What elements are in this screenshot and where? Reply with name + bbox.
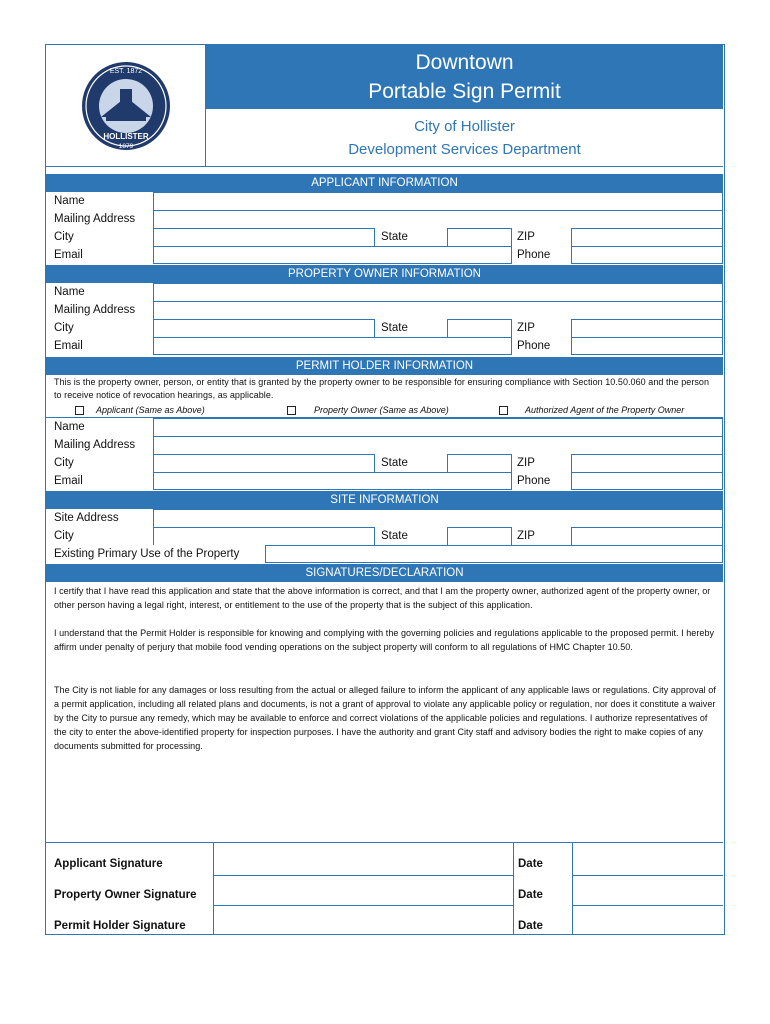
holder-name-field[interactable] [153, 418, 723, 436]
applicant-phone-label: Phone [517, 249, 551, 261]
site-state-field[interactable] [447, 527, 512, 545]
applicant-signature-field[interactable] [213, 843, 514, 876]
checkbox-property-owner[interactable] [287, 406, 296, 415]
section-holder-header: PERMIT HOLDER INFORMATION [46, 357, 723, 375]
owner-zip-field[interactable] [571, 319, 723, 337]
applicant-state-label: State [381, 231, 408, 243]
form-title-line1: Downtown [415, 51, 514, 74]
site-state-label: State [381, 530, 408, 542]
owner-mailing-label: Mailing Address [54, 304, 136, 316]
owner-date-field[interactable] [572, 876, 723, 906]
holder-city-label: City [54, 457, 74, 469]
holder-signature-field[interactable] [213, 906, 514, 934]
owner-name-field[interactable] [153, 283, 723, 301]
owner-signature-field[interactable] [213, 876, 514, 906]
owner-mailing-field[interactable] [153, 301, 723, 319]
declaration-paragraph-2: I understand that the Permit Holder is responsible for knowing and complying with the governing policies and regulations applicable to the proposed permit. I hereby affirm under penalty of perjury that mobile food vending operations on the subject property will conform to all regulations of HMC Chapter 10.50. [54, 628, 715, 652]
applicant-state-field[interactable] [447, 228, 512, 246]
holder-zip-label: ZIP [517, 457, 535, 469]
applicant-zip-field[interactable] [571, 228, 723, 246]
site-address-label: Site Address [54, 512, 119, 524]
owner-city-field[interactable] [153, 319, 375, 337]
applicant-mailing-field[interactable] [153, 210, 723, 228]
owner-state-field[interactable] [447, 319, 512, 337]
owner-phone-label: Phone [517, 340, 551, 352]
header-divider [46, 166, 723, 167]
checkbox-applicant[interactable] [75, 406, 84, 415]
holder-state-field[interactable] [447, 454, 512, 472]
declaration-paragraph-3: The City is not liable for any damages or loss resulting from the actual or alleged failure to inform the applicant of any applicable laws or regulations. City approval of a permit application, including all related plans and documents, is not a grant of approval to violate any applicable policy or regulation, nor does it constitute a waiver by the City to pursue any remedy, which may be available to enforce and correct violations of the applicable policies and regulations. I authorize representatives of the city to enter the above-identified property for inspection purposes. I have the authority and grant City staff and advisory bodies the right to make copies of any documents submitted for processing. [54, 685, 716, 751]
owner-city-label: City [54, 322, 74, 334]
applicant-city-label: City [54, 231, 74, 243]
existing-use-field[interactable] [265, 545, 723, 563]
holder-city-field[interactable] [153, 454, 375, 472]
site-city-label: City [54, 530, 74, 542]
section-site-header: SITE INFORMATION [46, 491, 723, 509]
checkbox-authorized-agent[interactable] [499, 406, 508, 415]
owner-name-label: Name [54, 286, 85, 298]
existing-use-label: Existing Primary Use of the Property [54, 548, 240, 560]
holder-email-label: Email [54, 475, 83, 487]
holder-mailing-field[interactable] [153, 436, 723, 454]
permit-form [45, 44, 725, 935]
owner-email-label: Email [54, 340, 83, 352]
holder-email-field[interactable] [153, 472, 512, 490]
applicant-signature-label: Applicant Signature [54, 858, 163, 870]
applicant-email-field[interactable] [153, 246, 512, 264]
holder-state-label: State [381, 457, 408, 469]
owner-state-label: State [381, 322, 408, 334]
applicant-phone-field[interactable] [571, 246, 723, 264]
declaration-paragraph-1: I certify that I have read this application and state that the above information is correct, and that I am the property owner, authorized agent of the property owner, or other person having a legal right, interest, or entitlement to the use of the property that is the subject of this application. [54, 586, 711, 610]
applicant-mailing-label: Mailing Address [54, 213, 136, 225]
department-name: Development Services Department [348, 141, 581, 158]
applicant-date-label: Date [518, 858, 543, 870]
holder-description: This is the property owner, person, or entity that is granted by the property owner to be responsible for ensuring compliance with Section 10.50.060 and the person to receive notice of revocation hearings, as applicable. [54, 377, 710, 400]
holder-signature-label: Permit Holder Signature [54, 920, 186, 932]
holder-mailing-label: Mailing Address [54, 439, 136, 451]
seal-text-name: HOLLISTER [103, 132, 149, 141]
section-applicant-header: APPLICANT INFORMATION [46, 174, 723, 192]
owner-phone-field[interactable] [571, 337, 723, 355]
owner-zip-label: ZIP [517, 322, 535, 334]
checkbox-applicant-label: Applicant (Same as Above) [96, 405, 205, 415]
checkbox-authorized-agent-label: Authorized Agent of the Property Owner [525, 405, 685, 415]
title-band [206, 45, 723, 109]
section-signatures-header: SIGNATURES/DECLARATION [46, 564, 723, 582]
applicant-date-field[interactable] [572, 843, 723, 876]
city-seal-logo [46, 45, 206, 166]
site-zip-label: ZIP [517, 530, 535, 542]
holder-name-label: Name [54, 421, 85, 433]
holder-zip-field[interactable] [571, 454, 723, 472]
owner-signature-label: Property Owner Signature [54, 889, 197, 901]
applicant-name-field[interactable] [153, 192, 723, 210]
applicant-name-label: Name [54, 195, 85, 207]
city-name: City of Hollister [414, 118, 515, 135]
seal-year: 1879 [118, 143, 134, 150]
site-city-field[interactable] [153, 527, 375, 545]
owner-email-field[interactable] [153, 337, 512, 355]
applicant-city-field[interactable] [153, 228, 375, 246]
holder-phone-field[interactable] [571, 472, 723, 490]
applicant-zip-label: ZIP [517, 231, 535, 243]
applicant-email-label: Email [54, 249, 83, 261]
owner-date-label: Date [518, 889, 543, 901]
holder-date-field[interactable] [572, 906, 723, 934]
seal-text-top: EST. 1872 [109, 68, 143, 75]
section-owner-header: PROPERTY OWNER INFORMATION [46, 265, 723, 283]
form-title-line2: Portable Sign Permit [368, 80, 561, 103]
holder-date-label: Date [518, 920, 543, 932]
site-zip-field[interactable] [571, 527, 723, 545]
checkbox-property-owner-label: Property Owner (Same as Above) [314, 405, 449, 415]
holder-phone-label: Phone [517, 475, 551, 487]
site-address-field[interactable] [153, 509, 723, 527]
